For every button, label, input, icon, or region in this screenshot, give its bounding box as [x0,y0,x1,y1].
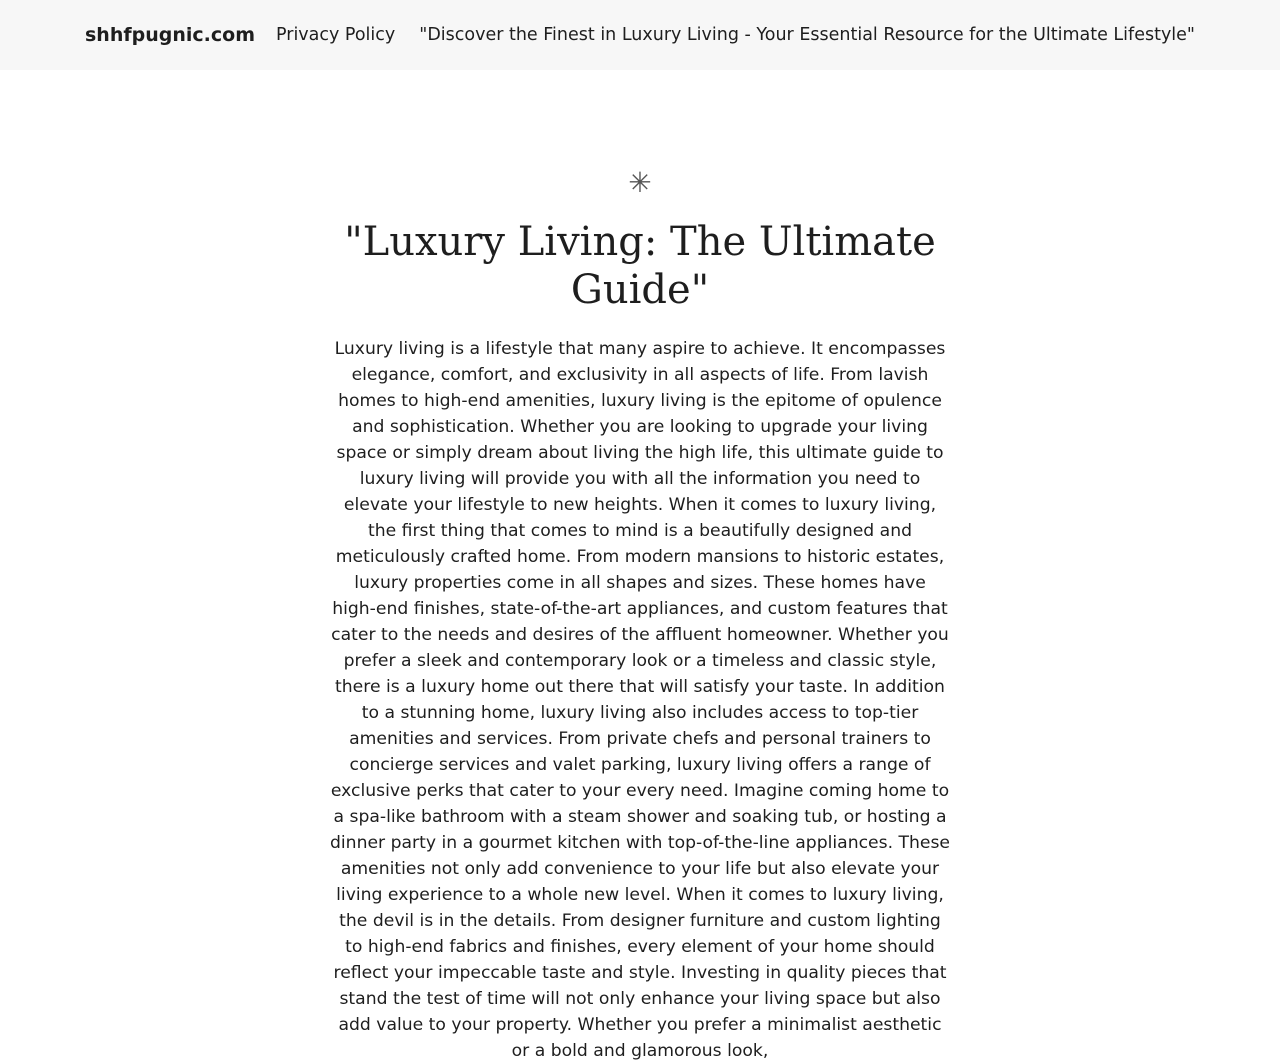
post-title: "Luxury Living: The Ultimate Guide" [344,219,936,313]
header-nav-row [0,0,1280,70]
site-header [0,0,1280,70]
post-body-text: Luxury living is a lifestyle that many aspire to achieve. It encompasses elegance, comfort, and exclusivity in all aspects of life. From lavish homes to high-end amenities, luxury living is the epitome of opulence and sophistication. Whether you are looking to upgrade your living space or simply dream about living the high life, this ultimate guide to luxury living will provide you with all the information you need to elevate your lifestyle to new heights. When it comes to luxury living, the first thing that comes to mind is a beautifully designed and meticulously crafted home. From modern mansions to historic estates, luxury properties come in all shapes and sizes. These homes have high-end finishes, state-of-the-art appliances, and custom features that cater to the needs and desires of the affluent homeowner. Whether you prefer a sleek and contemporary look or a timeless and classic style, there is a luxury home out there that will satisfy your taste. In addition to a stunning home, luxury living also includes access to top-tier amenities and services. From private chefs and personal trainers to concierge services and valet parking, luxury living offers a range of exclusive perks that cater to your every need. Imagine coming home to a spa-like bathroom with a steam shower and soaking tub, or hosting a dinner party in a gourmet kitchen with top-of-the-line appliances. These amenities not only add convenience to your life but also elevate your living experience to a whole new level. When it comes to luxury living, the devil is in the details. From designer furniture and custom lighting to high-end fabrics and finishes, every element of your home should reflect your impeccable taste and style. Investing in quality pieces that stand the test of time will not only enhance your living space but also add value to your property. Whether you prefer a minimalist aesthetic or a bold and glamorous look, [330,339,950,1061]
nav-link-privacy-policy[interactable]: Privacy Policy [276,25,396,45]
asterisk-icon: ✳ [628,166,652,199]
site-title-link[interactable]: shhfpugnic.com [85,24,255,46]
nav-link-luxury-living-page[interactable]: "Discover the Finest in Luxury Living - Your Essential Resource for the Ultimate Lifestyle" [419,25,1195,45]
